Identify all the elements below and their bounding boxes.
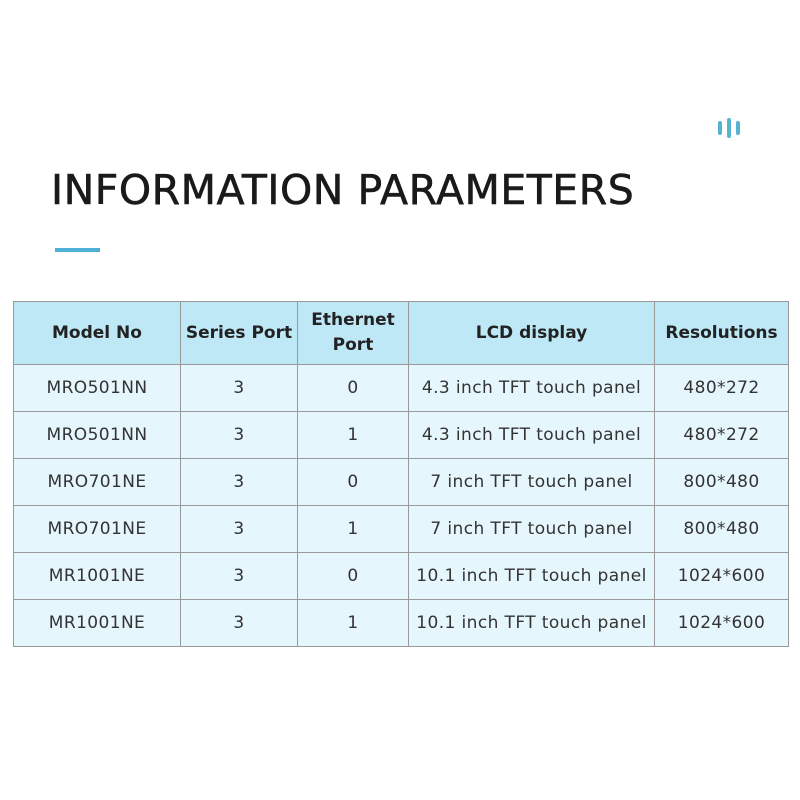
page-title: INFORMATION PARAMETERS: [51, 166, 635, 214]
header-lcd-display: LCD display: [409, 302, 655, 365]
cell-ethernet-port: 1: [298, 506, 409, 553]
cell-model: MRO501NN: [14, 365, 181, 412]
table-row: [14, 600, 789, 647]
cell-lcd-display: 10.1 inch TFT touch panel: [409, 600, 655, 647]
cell-lcd-display: 10.1 inch TFT touch panel: [409, 553, 655, 600]
cell-model: MR1001NE: [14, 600, 181, 647]
cell-series-port: 3: [181, 459, 298, 506]
table-row: [14, 553, 789, 600]
table-row: [14, 365, 789, 412]
cell-model: MRO701NE: [14, 459, 181, 506]
cell-resolution: 800*480: [655, 459, 789, 506]
cell-resolution: 1024*600: [655, 553, 789, 600]
cell-lcd-display: 7 inch TFT touch panel: [409, 506, 655, 553]
cell-series-port: 3: [181, 553, 298, 600]
cell-resolution: 800*480: [655, 506, 789, 553]
header-ethernet-port: [298, 302, 409, 365]
header-ethernet-line2: Port: [332, 335, 374, 355]
cell-lcd-display: 4.3 inch TFT touch panel: [409, 365, 655, 412]
title-underline: [55, 248, 100, 252]
cell-ethernet-port: 1: [298, 412, 409, 459]
table-row: [14, 412, 789, 459]
cell-series-port: 3: [181, 600, 298, 647]
cell-ethernet-port: 0: [298, 365, 409, 412]
header-resolutions: Resolutions: [655, 302, 789, 365]
cell-series-port: 3: [181, 412, 298, 459]
cell-ethernet-port: 0: [298, 459, 409, 506]
cell-ethernet-port: 1: [298, 600, 409, 647]
cell-ethernet-port: 0: [298, 553, 409, 600]
cell-series-port: 3: [181, 365, 298, 412]
table-row: [14, 459, 789, 506]
cell-lcd-display: 4.3 inch TFT touch panel: [409, 412, 655, 459]
cell-model: MR1001NE: [14, 553, 181, 600]
header-model-no: Model No: [14, 302, 181, 365]
cell-resolution: 480*272: [655, 365, 789, 412]
header-series-port: Series Port: [181, 302, 298, 365]
header-ethernet-line1: Ethernet: [311, 310, 395, 330]
cell-lcd-display: 7 inch TFT touch panel: [409, 459, 655, 506]
parameters-table: [13, 301, 789, 647]
cell-model: MRO501NN: [14, 412, 181, 459]
table-header-row: [14, 302, 789, 365]
cell-resolution: 1024*600: [655, 600, 789, 647]
cell-series-port: 3: [181, 506, 298, 553]
table-row: [14, 506, 789, 553]
cell-model: MRO701NE: [14, 506, 181, 553]
cell-resolution: 480*272: [655, 412, 789, 459]
decorative-bars-icon: [718, 118, 744, 138]
